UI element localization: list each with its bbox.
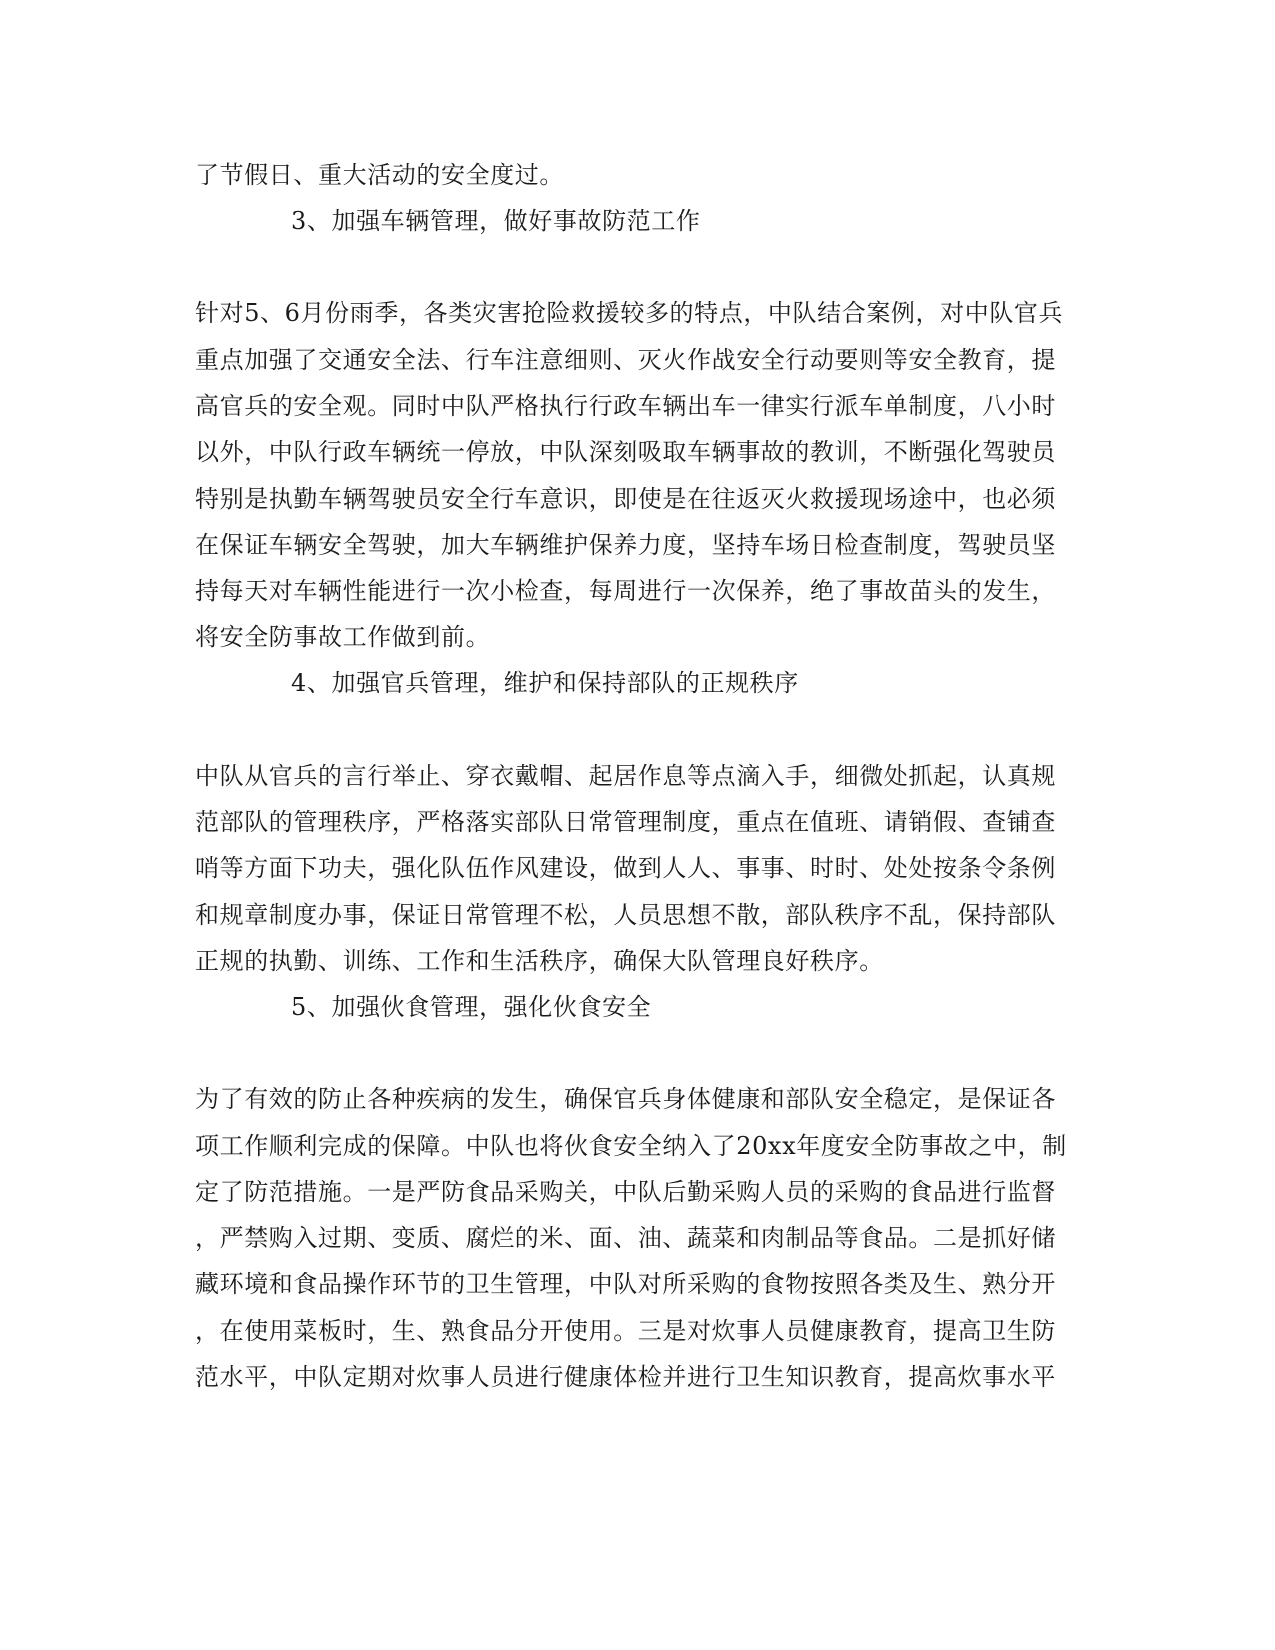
body-text-line: 中队从官兵的言行举止、穿衣戴帽、起居作息等点滴入手，细微处抓起，认真规	[195, 762, 1056, 790]
body-text-line: 范水平，中队定期对炊事人员进行健康体检并进行卫生知识教育，提高炊事水平	[195, 1363, 1056, 1391]
body-text-line: 高官兵的安全观。同时中队严格执行行政车辆出车一律实行派车单制度，八小时	[195, 392, 1056, 420]
body-text-line: ，严禁购入过期、变质、腐烂的米、面、油、蔬菜和肉制品等食品。二是抓好储	[195, 1224, 1056, 1252]
body-text-line: 为了有效的防止各种疾病的发生，确保官兵身体健康和部队安全稳定，是保证各	[195, 1085, 1056, 1113]
body-text-line: 了节假日、重大活动的安全度过。	[195, 161, 564, 189]
body-text-line: 哨等方面下功夫，强化队伍作风建设，做到人人、事事、时时、处处按条令条例	[195, 854, 1056, 882]
body-text-line: 藏环境和食品操作环节的卫生管理，中队对所采购的食物按照各类及生、熟分开	[195, 1270, 1056, 1298]
body-text-line: 以外，中队行政车辆统一停放，中队深刻吸取车辆事故的教训，不断强化驾驶员	[195, 438, 1056, 466]
section-heading: 4、加强官兵管理，维护和保持部队的正规秩序	[291, 669, 799, 697]
body-text-line: 持每天对车辆性能进行一次小检查，每周进行一次保养，绝了事故苗头的发生，	[195, 577, 1056, 605]
body-text-line: 定了防范措施。一是严防食品采购关，中队后勤采购人员的采购的食品进行监督	[195, 1178, 1056, 1206]
body-text-line: 针对5、6月份雨季，各类灾害抢险救援较多的特点，中队结合案例，对中队官兵	[195, 299, 1064, 327]
body-text-line: 项工作顺利完成的保障。中队也将伙食安全纳入了20xx年度安全防事故之中，制	[195, 1132, 1067, 1160]
body-text-line: 将安全防事故工作做到前。	[195, 623, 491, 651]
body-text-line: 重点加强了交通安全法、行车注意细则、灭火作战安全行动要则等安全教育，提	[195, 346, 1056, 374]
body-text-line: 正规的执勤、训练、工作和生活秩序，确保大队管理良好秩序。	[195, 947, 884, 975]
section-heading: 5、加强伙食管理，强化伙食安全	[291, 993, 652, 1021]
body-text-line: 在保证车辆安全驾驶，加大车辆维护保养力度，坚持车场日检查制度，驾驶员坚	[195, 531, 1056, 559]
body-text-line: ，在使用菜板时，生、熟食品分开使用。三是对炊事人员健康教育，提高卫生防	[195, 1317, 1056, 1345]
body-text-line: 范部队的管理秩序，严格落实部队日常管理制度，重点在值班、请销假、查铺查	[195, 808, 1056, 836]
body-text-line: 和规章制度办事，保证日常管理不松，人员思想不散，部队秩序不乱，保持部队	[195, 901, 1056, 929]
section-heading: 3、加强车辆管理，做好事故防范工作	[291, 207, 701, 235]
body-text-line: 特别是执勤车辆驾驶员安全行车意识，即使是在往返灭火救援现场途中，也必须	[195, 485, 1056, 513]
